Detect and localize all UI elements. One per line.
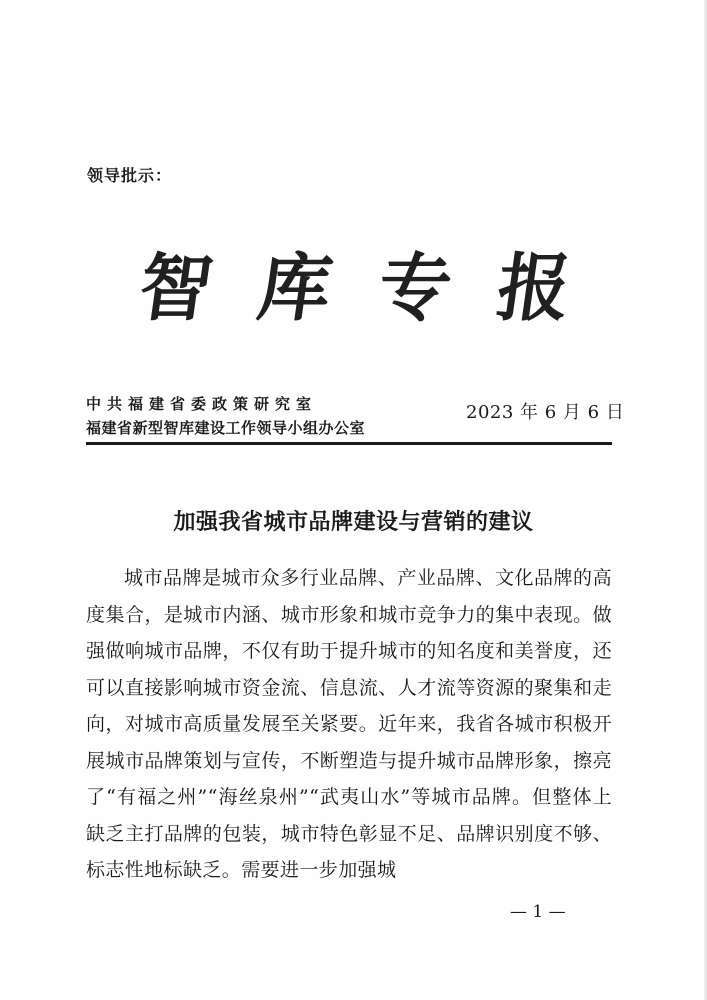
issue-date: 2023 年 6 月 6 日 xyxy=(466,402,625,423)
masthead-char: 报 xyxy=(491,244,577,331)
leader-instruction-label: 领导批示： xyxy=(87,166,173,185)
masthead-char: 库 xyxy=(253,244,338,331)
masthead-char: 专 xyxy=(372,244,457,331)
article-title: 加强我省城市品牌建设与营销的建议 xyxy=(173,510,534,535)
header-divider xyxy=(86,442,612,445)
masthead-char: 智 xyxy=(133,244,219,331)
masthead-title xyxy=(133,238,577,338)
issuer-organizations xyxy=(86,392,365,440)
article-paragraph: 城市品牌是城市众多行业品牌、产业品牌、文化品牌的高度集合，是城市内涵、城市形象和城市竞争力的集中表现。做强做响城市品牌，不仅有助于提升城市的知名度和美誉度，还可以直接影响城市资金流、信息流、人才流等资源的聚集和走向，对城市高质量发展至关紧要。近年来，我省各城市积极开展城市品牌策划与宣传，不断塑造与提升城市品牌形象，擦亮了“有福之州”“海丝泉州”“武夷山水”等城市品牌。但整体上缺乏主打品牌的包装，城市特色彰显不足、品牌识别度不够、标志性地标缺乏。需要进一步加强城 xyxy=(86,567,612,881)
page-number: — 1 — xyxy=(510,902,566,922)
issuer-org-1: 中共福建省委政策研究室 xyxy=(86,395,318,413)
issuer-org-2: 福建省新型智库建设工作领导小组办公室 xyxy=(86,419,366,437)
